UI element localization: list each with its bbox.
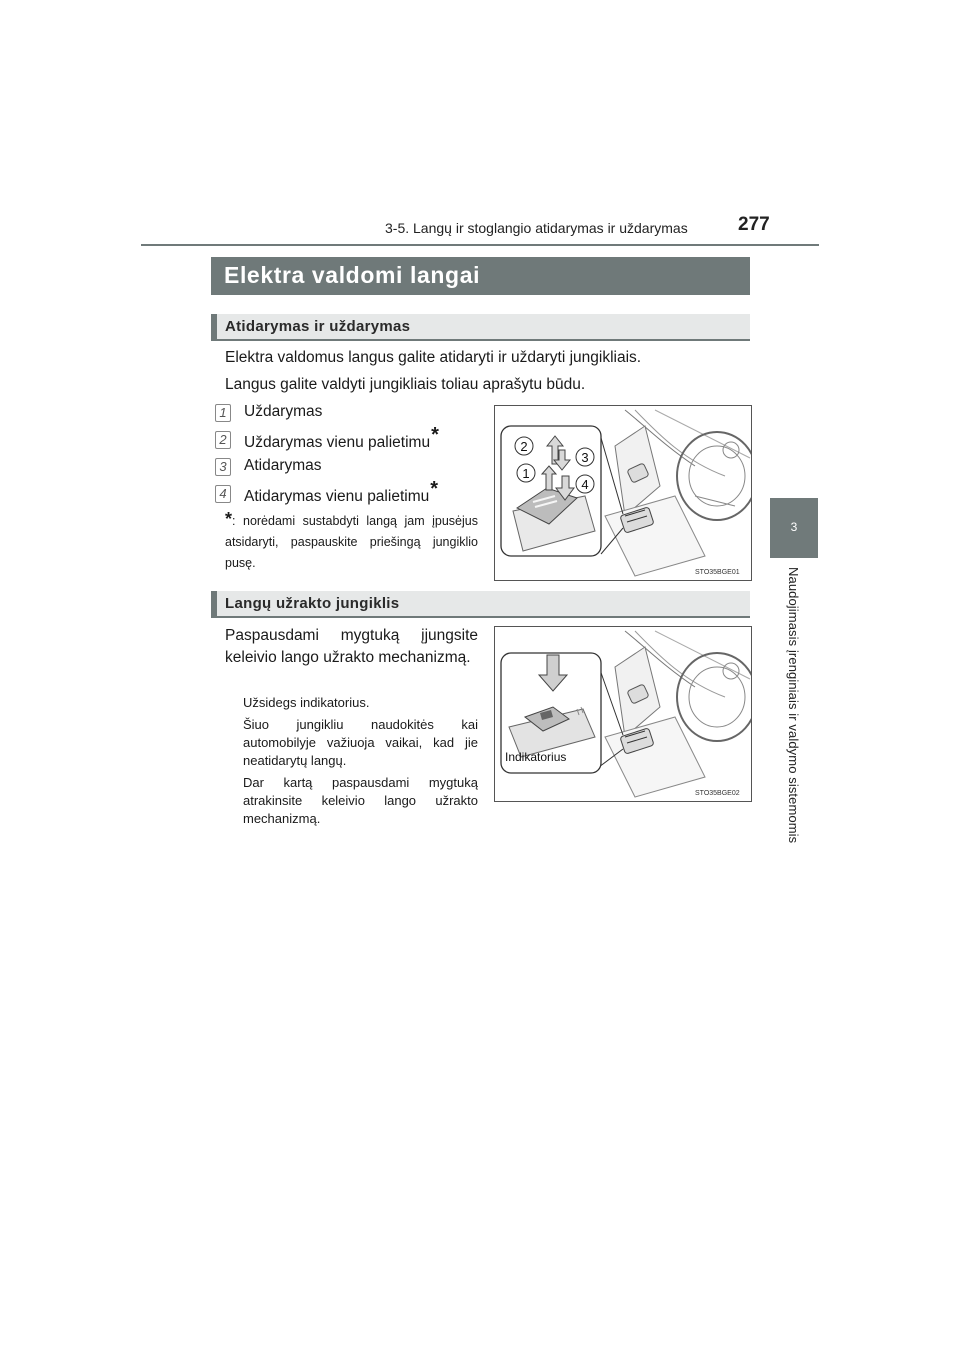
running-header-section: 3-5. Langų ir stoglangio atidarymas ir uždarymas — [385, 220, 688, 236]
header-rule — [141, 244, 819, 246]
page-title: Elektra valdomi langai — [224, 262, 481, 288]
lock-switch-figure — [494, 626, 752, 802]
list-item-label: Uždarymas vienu palietimu — [244, 434, 431, 451]
section-heading-lock — [211, 591, 750, 618]
callout-2: 2 — [520, 439, 528, 454]
lock-paragraph: Paspausdami mygtuką įjungsite keleivio lango užrakto mechanizmą. — [225, 627, 478, 666]
unlock-note: Dar kartą paspausdami mygtuką atrakinsite keleivio lango užrakto mechanizmą. — [243, 775, 478, 826]
chapter-title: Naudojimasis įrenginiais ir valdymo sistemomis — [786, 567, 801, 844]
footnote-text: : norėdami sustabdyti langą jam įpusėjus atsidaryti, paspauskite priešingą jungiklio pusę. — [225, 514, 478, 570]
list-item — [215, 457, 475, 477]
step-number: 3 — [215, 458, 231, 476]
section-heading-text: Langų užrakto jungiklis — [225, 595, 400, 612]
footnote-star: * — [430, 478, 439, 500]
lock-switch-illustration — [495, 627, 751, 801]
callout-4: 4 — [581, 477, 589, 492]
list-item-label: Uždarymas — [244, 403, 323, 420]
footnote-star: * — [431, 424, 439, 446]
callout-1: 1 — [522, 466, 530, 481]
section-heading-text: Atidarymas ir uždarymas — [225, 318, 411, 335]
step-number: 1 — [215, 404, 231, 422]
list-item — [215, 478, 475, 505]
figure-code: STO35BGE01 — [695, 569, 740, 576]
section-heading-opening — [211, 314, 750, 341]
callout-3: 3 — [581, 450, 589, 465]
footnote-mark: * — [225, 509, 233, 529]
figure-code: STO35BGE02 — [695, 790, 740, 797]
page-number: 277 — [738, 214, 770, 235]
step-number: 2 — [215, 431, 231, 449]
list-item — [215, 403, 475, 423]
list-item-label: Atidarymas — [244, 457, 322, 474]
list-item-label: Atidarymas vienu palietimu — [244, 488, 430, 505]
chapter-number: 3 — [790, 520, 798, 534]
usage-paragraph: Langus galite valdyti jungikliais toliau aprašytu būdu. — [225, 376, 586, 393]
footnote — [225, 509, 478, 574]
children-note: Šiuo jungikliu naudokitės kai automobilyje važiuoja vaikai, kad jie neatidarytų langų. — [243, 717, 478, 768]
step-number: 4 — [215, 485, 231, 503]
window-switch-illustration — [495, 406, 751, 580]
heading-marker — [211, 591, 217, 616]
indicator-note: Užsidegs indikatorius. — [243, 695, 370, 710]
indicator-label: Indikatorius — [505, 750, 567, 764]
list-item — [215, 424, 475, 451]
switch-figure — [494, 405, 752, 581]
intro-paragraph: Elektra valdomus langus galite atidaryti ir uždaryti jungikliais. — [225, 349, 642, 366]
heading-marker — [211, 314, 217, 339]
